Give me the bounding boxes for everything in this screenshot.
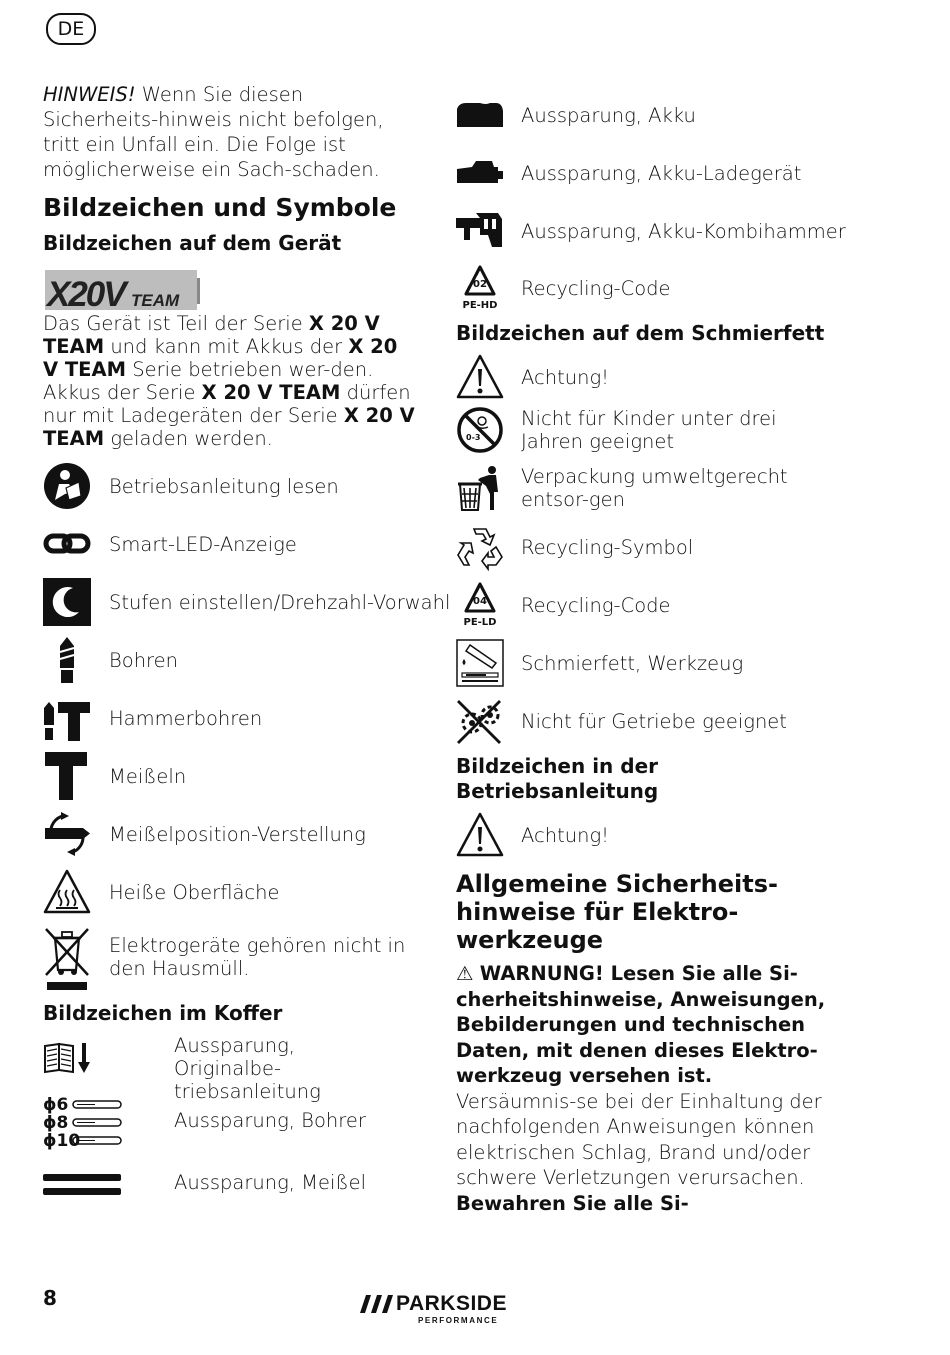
heading-grease-symbols: Bildzeichen auf dem Schmierfett: [456, 321, 825, 345]
battery-slot-icon: [456, 91, 504, 139]
grease-tool-icon: [456, 639, 504, 687]
symbol-label: Recycling-Code: [521, 593, 671, 617]
symbol-label: Meißelposition-Verstellung: [109, 822, 366, 846]
series-text-3: Serie betrieben wer-den. Akkus der Serie: [43, 358, 374, 404]
hammer-drill-icon: [43, 694, 91, 742]
svg-text:TEAM: TEAM: [131, 291, 180, 310]
series-bold-1: X 20 V TEAM: [43, 312, 380, 358]
notice-paragraph: [43, 82, 413, 182]
chain-link-icon: [43, 520, 91, 568]
symbol-label: Achtung!: [521, 823, 609, 847]
symbol-row-not-gearbox: [456, 697, 787, 745]
warning-paragraph: [456, 961, 831, 1216]
symbol-label: Aussparung, Meißel: [174, 1171, 367, 1194]
symbol-label: Aussparung, Akku-Kombihammer: [521, 219, 846, 243]
symbol-row-recycling-symbol: [456, 523, 693, 571]
parkside-logo: [360, 1290, 520, 1330]
bit-size-10: ϕ10: [43, 1131, 81, 1151]
symbol-label: Recycling-Symbol: [521, 535, 694, 559]
symbol-label: Verpackung umweltgerecht entsor-gen: [521, 465, 788, 511]
symbol-row-recycling-02: [456, 264, 671, 312]
symbol-row-hammer-drill: [43, 694, 262, 742]
no-children-icon: [456, 406, 504, 454]
bit-size-8: ϕ8: [43, 1113, 69, 1133]
symbol-row-drill: [43, 636, 178, 684]
manual-slot-icon: [43, 1040, 93, 1076]
age-label: 0-3: [466, 433, 481, 442]
warning-icon: [456, 811, 504, 859]
symbol-label: Bohren: [109, 648, 179, 672]
symbol-label: Meißeln: [109, 764, 187, 788]
symbol-row-battery-slot: [456, 91, 696, 139]
series-bold-4: X 20 V TEAM: [43, 404, 415, 450]
series-bold-3: X 20 V TEAM: [201, 381, 341, 404]
series-text-1: Das Gerät ist Teil der Serie: [43, 312, 309, 335]
symbol-row-smart-led: [43, 520, 297, 568]
drill-bits-slot-icon: [43, 1096, 123, 1150]
chisel-rotate-icon: [43, 810, 91, 858]
symbol-row-hot-surface: [43, 868, 280, 916]
symbol-row-chisel: [43, 752, 186, 800]
recycling-code-number: 04: [473, 596, 487, 607]
series-text-2: und kann mit Akkus der: [104, 335, 349, 358]
series-paragraph: [43, 312, 418, 450]
symbol-label: Betriebsanleitung lesen: [109, 474, 339, 498]
symbol-label: Hammerbohren: [109, 706, 263, 730]
symbol-row-charger-slot: [456, 149, 801, 197]
symbol-label: Smart-LED-Anzeige: [109, 532, 297, 556]
read-manual-icon: [43, 462, 91, 510]
chisel-icon: [43, 752, 91, 800]
recycling-symbol-icon: [456, 523, 504, 571]
language-badge: DE: [46, 13, 96, 45]
hot-surface-icon: [43, 868, 91, 916]
brand-name: PARKSIDE: [396, 1292, 507, 1315]
heading-safety: Allgemeine Sicherheits-hinweise für Elektro-werkzeuge: [456, 870, 778, 954]
hammer-slot-icon: [456, 207, 504, 255]
symbol-label: Schmierfett, Werkzeug: [521, 651, 744, 675]
symbol-row-dispose: [456, 464, 831, 512]
symbol-row-speed: [43, 578, 450, 626]
notice-label: HINWEIS!: [43, 83, 136, 106]
symbol-label: Aussparung, Akku: [521, 103, 696, 127]
svg-text:X20V: X20V: [47, 275, 125, 310]
not-for-gearbox-icon: [456, 697, 504, 745]
series-text-5: geladen werden.: [104, 427, 273, 450]
symbol-label: Elektrogeräte gehören nicht in den Hausmüll.: [109, 934, 406, 980]
recycling-material: PE-HD: [462, 300, 498, 311]
symbol-row-no-children: [456, 406, 831, 454]
warning-bold-text: WARNUNG! Lesen Sie alle Si-cherheitshinweise, Anweisungen, Bebilderungen und technischen Daten, mit denen dieses Elektro-werkzeug versehen ist.: [456, 962, 826, 1087]
symbol-row-chisel-rotate: [43, 810, 366, 858]
series-text-4: dürfen nur mit Ladegeräten der Serie: [43, 381, 411, 427]
x20v-team-logo: [45, 270, 201, 310]
recycling-code-number: 02: [473, 279, 487, 290]
speed-dial-icon: [43, 578, 91, 626]
recycling-code-04-icon: [456, 581, 504, 629]
notice-text: Wenn Sie diesen Sicherheits-hinweis nicht befolgen, tritt ein Unfall ein. Die Folge ist möglicherweise ein Sach-schaden.: [43, 83, 384, 181]
weee-bin-icon: [43, 926, 91, 992]
recycling-material: PE-LD: [463, 617, 497, 628]
symbol-label: Aussparung, Bohrer: [174, 1109, 366, 1132]
symbol-label: Recycling-Code: [521, 276, 671, 300]
symbol-row-grease-tool: [456, 639, 743, 687]
heading-case-symbols: Bildzeichen im Koffer: [43, 1001, 283, 1025]
brand-sub: PERFORMANCE: [418, 1316, 499, 1325]
warning-bold-keep: Bewahren Sie alle Si-: [456, 1191, 689, 1215]
symbol-row-warning: [456, 353, 609, 401]
symbol-label: Stufen einstellen/Drehzahl-Vorwahl: [109, 590, 451, 614]
symbol-label: Aussparung, Akku-Ladegerät: [521, 161, 802, 185]
symbol-label: Nicht für Kinder unter drei Jahren geeignet: [521, 407, 777, 453]
heading-symbols: Bildzeichen und Symbole: [43, 193, 397, 222]
dispose-properly-icon: [456, 464, 504, 512]
drill-bit-icon: [43, 636, 91, 684]
series-bold-2: X 20 V TEAM: [43, 335, 398, 381]
charger-slot-icon: [456, 149, 504, 197]
symbol-label: Nicht für Getriebe geeignet: [521, 709, 787, 733]
symbol-label: Heiße Oberfläche: [109, 880, 280, 904]
warning-icon: [456, 353, 504, 401]
symbol-label: Aussparung, Originalbe-triebsanleitung: [174, 1034, 321, 1103]
symbol-label: Achtung!: [521, 365, 609, 389]
symbol-row-hammer-slot: [456, 207, 846, 255]
chisel-slot-icon: [43, 1172, 123, 1198]
bit-size-6: ϕ6: [43, 1095, 69, 1115]
page-number: 8: [43, 1286, 57, 1310]
symbol-row-warning-manual: [456, 811, 609, 859]
symbol-row-weee: [43, 926, 419, 992]
heading-device-symbols: Bildzeichen auf dem Gerät: [43, 231, 342, 255]
heading-manual-symbols: Bildzeichen in der Betriebsanleitung: [456, 754, 659, 803]
symbol-row-read-manual: [43, 462, 339, 510]
stripes-icon: [360, 1295, 396, 1313]
symbol-row-recycling-04: [456, 581, 671, 629]
warning-text: Versäumnis-se bei der Einhaltung der nachfolgenden Anweisungen können elektrischen Schlag, Brand und/oder schwere Verletzungen verursachen.: [456, 1089, 822, 1189]
warning-glyph: ⚠: [456, 962, 474, 985]
recycling-code-02-icon: [456, 264, 504, 312]
